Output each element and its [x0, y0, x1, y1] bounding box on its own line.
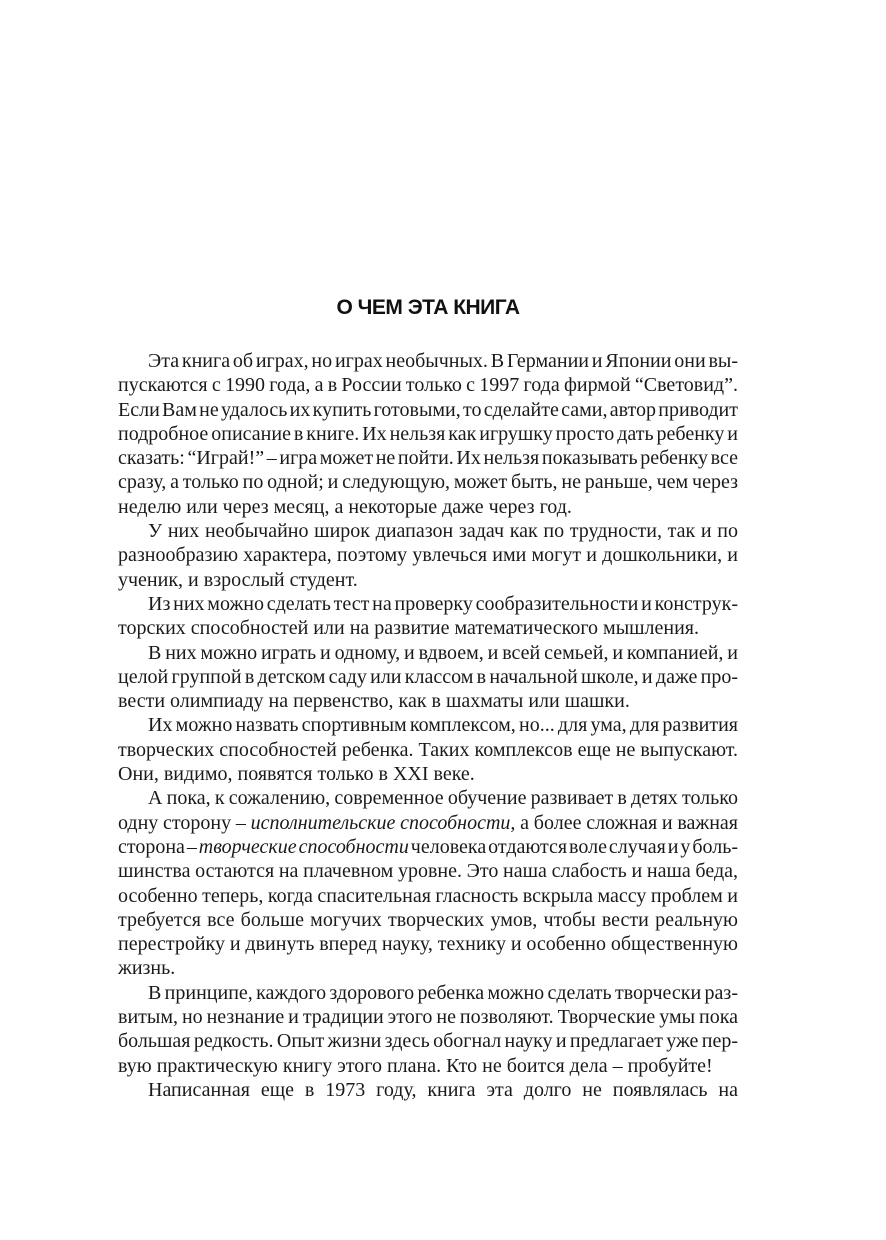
text-line: В них можно играть и одному, и вдвоем, и всей семьей, и компанией, и [118, 641, 738, 664]
text-line: ученик, и взрослый студент. [118, 568, 358, 591]
text-line: особенно теперь, когда спасительная гласность вскрыла массу проблем и [118, 884, 738, 907]
text-line: подробное описание в книге. Их нельзя как игрушку просто дать ребенку и [118, 422, 738, 445]
text-line: жизнь. [118, 957, 176, 980]
text-segment: сторона – [118, 835, 199, 858]
text-line: Из них можно сделать тест на проверку сообразительности и конструк- [118, 592, 738, 615]
text-line: Написанная еще в 1973 году, книга эта долго не появлялась на [118, 1078, 738, 1101]
italic-emphasis: исполнительские способности, [250, 811, 516, 834]
text-line: шинства остаются на плачевном уровне. Это наша слабость и наша беда, [118, 860, 738, 883]
text-line: вую практическую книгу этого плана. Кто не боится дела – пробуйте! [118, 1054, 713, 1077]
chapter-title: О ЧЕМ ЭТА КНИГА [336, 296, 520, 319]
text-line: целой группой в детском саду или классом в начальной школе, и даже про- [118, 665, 738, 688]
chapter-body [118, 349, 738, 1102]
text-line: пускаются с 1990 года, а в России только с 1997 года фирмой “Световид”. [118, 374, 738, 397]
text-line: творческих способностей ребенка. Таких комплексов еще не выпускают. [118, 738, 738, 761]
text-segment: одну сторону – [118, 811, 251, 834]
text-line: сказать: “Играй!” – игра может не пойти. Их нельзя показывать ребенку все [118, 447, 738, 470]
text-line: Эта книга об играх, но играх необычных. В Германии и Японии они вы- [118, 350, 738, 372]
text-line: Их можно назвать спортивным комплексом, но... для ума, для развития [118, 714, 738, 737]
text-line: Если Вам не удалось их купить готовыми, то сделайте сами, автор приводит [118, 398, 738, 421]
text-line: сразу, а только по одной; и следующую, может быть, не раньше, чем через [118, 471, 738, 494]
text-line [118, 835, 738, 859]
text-line: А пока, к сожалению, современное обучение развивает в детях только [118, 787, 738, 810]
italic-emphasis: творческие способности [198, 835, 409, 858]
text-line: витым, но незнание и традиции этого не позволяют. Творческие умы пока [118, 1006, 738, 1029]
text-line [118, 811, 738, 835]
text-line: неделю или через месяц, а некоторые даже через год. [118, 495, 572, 518]
text-line: требуется все больше могучих творческих умов, чтобы вести реальную [118, 908, 738, 931]
text-line: разнообразию характера, поэтому увлечься ими могут и дошкольники, и [118, 544, 738, 567]
text-line: Они, видимо, появятся только в XXI веке. [118, 763, 475, 786]
text-line: У них необычайно широк диапазон задач как по трудности, так и по [118, 520, 738, 543]
text-line: торских способностей или на развитие математического мышления. [118, 617, 700, 640]
text-line: вести олимпиаду на первенство, как в шахматы или шашки. [118, 690, 630, 713]
text-segment: а более сложная и важная [515, 811, 738, 834]
text-line: большая редкость. Опыт жизни здесь обогнал науку и предлагает уже пер- [118, 1030, 738, 1053]
text-line: В принципе, каждого здорового ребенка можно сделать творчески раз- [118, 981, 738, 1004]
text-segment: человека отдаются воле случая и у боль- [408, 835, 738, 858]
text-line: перестройку и двинуть вперед науку, технику и особенно общественную [118, 933, 738, 956]
